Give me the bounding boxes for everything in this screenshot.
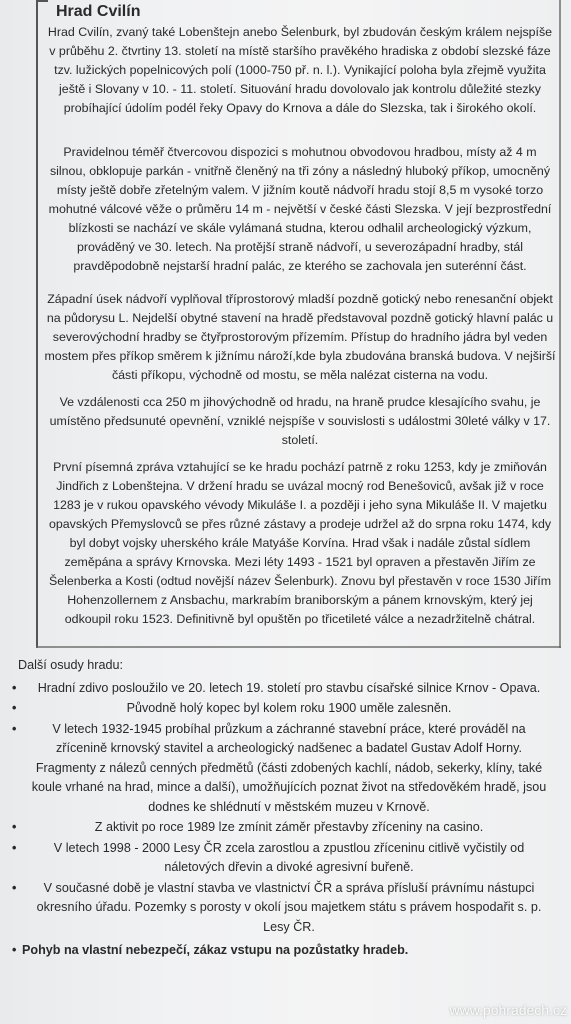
main-text-block (44, 0, 556, 643)
warning-notice: • Pohyb na vlastní nebezpečí, zákaz vstupu na pozůstatky hradeb. (8, 941, 548, 961)
later-history-section (8, 656, 548, 962)
later-history-heading: Další osudy hradu: (18, 658, 124, 672)
board-frame-left (36, 0, 38, 648)
list-item: • V letech 1998 - 2000 Lesy ČR zcela zarostlou a zpustlou zříceninu citlivě vyčistily od náletových dřevin a divoké agresivní buřeně. (8, 839, 548, 878)
paragraph-layout: Pravidelnou téměř čtvercovou dispozici s mohutnou obvodovou hradbou, místy až 4 m silnou, obklopuje parkán - vnitřně členěný na tři zóny a následný hluboký příkop, umocněný místy ještě dobře zřetelným valem. V jižním koutě nádvoří hradu stojí 8,5 m vysoké torzo mohutné válcové věže o průměru 14 m - největší v české části Slezska. V její bezprostřední blízkosti se nachází ve skále vylámaná studna, kterou odhalil archeologický výzkum, prováděný ve 30. letech. Na protější straně nádvoří, u severozápadní hradby, stál pravděpodobně nejstarší hradní palác, ze kterého se zachovala jen suterénní část. (48, 145, 552, 273)
list-item: • Z aktivit po roce 1989 lze zmínit záměr přestavby zříceniny na casino. (8, 818, 548, 838)
page-title: Hrad Cvilín (56, 3, 141, 20)
list-item: • Hradní zdivo posloužilo ve 20. letech 19. století pro stavbu císařské silnice Krnov - Opava. (8, 679, 548, 699)
list-item: • Původně holý kopec byl kolem roku 1900 uměle zalesněn. (8, 699, 548, 719)
board-frame-right (559, 0, 561, 648)
paragraph-fortification: Ve vzdálenosti cca 250 m jihovýchodně od hradu, na hraně prudce klesajícího svahu, je umístěno předsunuté opevnění, vzniklé nejspíše v souvislosti s událostmi 30leté války v 17. století. (49, 395, 551, 447)
board-frame-bottom (36, 646, 561, 648)
list-item: • V letech 1932-1945 probíhal průzkum a záchranné stavební práce, které prováděl na zřícenině krnovský stavitel a archeologický nadšenec a badatel Gustav Adolf Horny. Fragmenty z nálezů cenných předmětů (části zdobených kachlí, nádob, sekerky, klíny, také koule vrhané na hrad, mince a další), umožňujících poznat život na středověkém hradě, jsou dodnes ke shlédnutí v městském muzeu v Krnově. (8, 720, 548, 818)
later-history-list (8, 679, 548, 961)
paragraph-west-section: Západní úsek nádvoří vyplňoval tříprostorový mladší pozdně gotický nebo renesanční objekt na půdorysu L. Nejdelší obytné stavení na hradě představoval pozdně gotický hlavní palác u severovýchodní hradby se čtyřprostorovým přízemím. Přístup do hradního jádra byl veden mostem přes příkop směrem k jižnímu nároží,kde byla zbudována branská budova. V nejširší části příkopu, východně od mostu, se měla nalézat cisterna na vodu. (44, 292, 556, 382)
paragraph-intro: Hrad Cvilín, zvaný také Lobenštejn anebo Šelenburk, byl zbudován českým králem nejspíše v průběhu 2. čtvrtiny 13. století na místě staršího pravěkého hradiska z období slezské fáze tzv. lužických popelnicových polí (1000-750 př. n. l.). Vynikající poloha byla zřejmě využita ještě i Slovany v 10. - 11. století. Situování hradu dovolovalo jak kontrolu důležité stezky probíhající údolím podél řeky Opavy do Krnova a dále do Slezska, tak i širokého okolí. (47, 25, 553, 115)
paragraph-history: První písemná zpráva vztahující se ke hradu pochází patrně z roku 1253, kdy je zmiňován Jindřich z Lobenštejna. V držení hradu se uvázal mocný rod Benešoviců, avšak již v roce 1283 je v rukou opavského vévody Mikuláše I. a později i jeho syna Mikuláše II. V majetku opavských Přemyslovců se přes různé zástavy a prodeje udržel až do srpna roku 1474, kdy byl dobyt vojsky uherského krále Matyáše Korvína. Hrad však i nadále zůstal sídlem zeměpána a správy Krnovska. Mezi léty 1493 - 1521 byl opraven a přestavěn Jiřím ze Šelenberka a Kosti (odtud novější název Šelenburk). Znovu byl přestavěn v roce 1530 Jiřím Hohenzollernem z Ansbachu, markrabím braniborským a pánem krnovským, který jej odkoupil roku 1523. Definitivně byl opuštěn po třicetileté válce a nezadržitelně chátral. (48, 460, 552, 626)
list-item: • V současné době je vlastní stavba ve vlastnictví ČR a správa přísluší právnímu nástupci okresního úřadu. Pozemky s porosty v okolí jsou majetkem státu s právem hospodařit s. p. Lesy ČR. (8, 879, 548, 938)
site-watermark: www.pohradech.cz (449, 1002, 567, 1018)
